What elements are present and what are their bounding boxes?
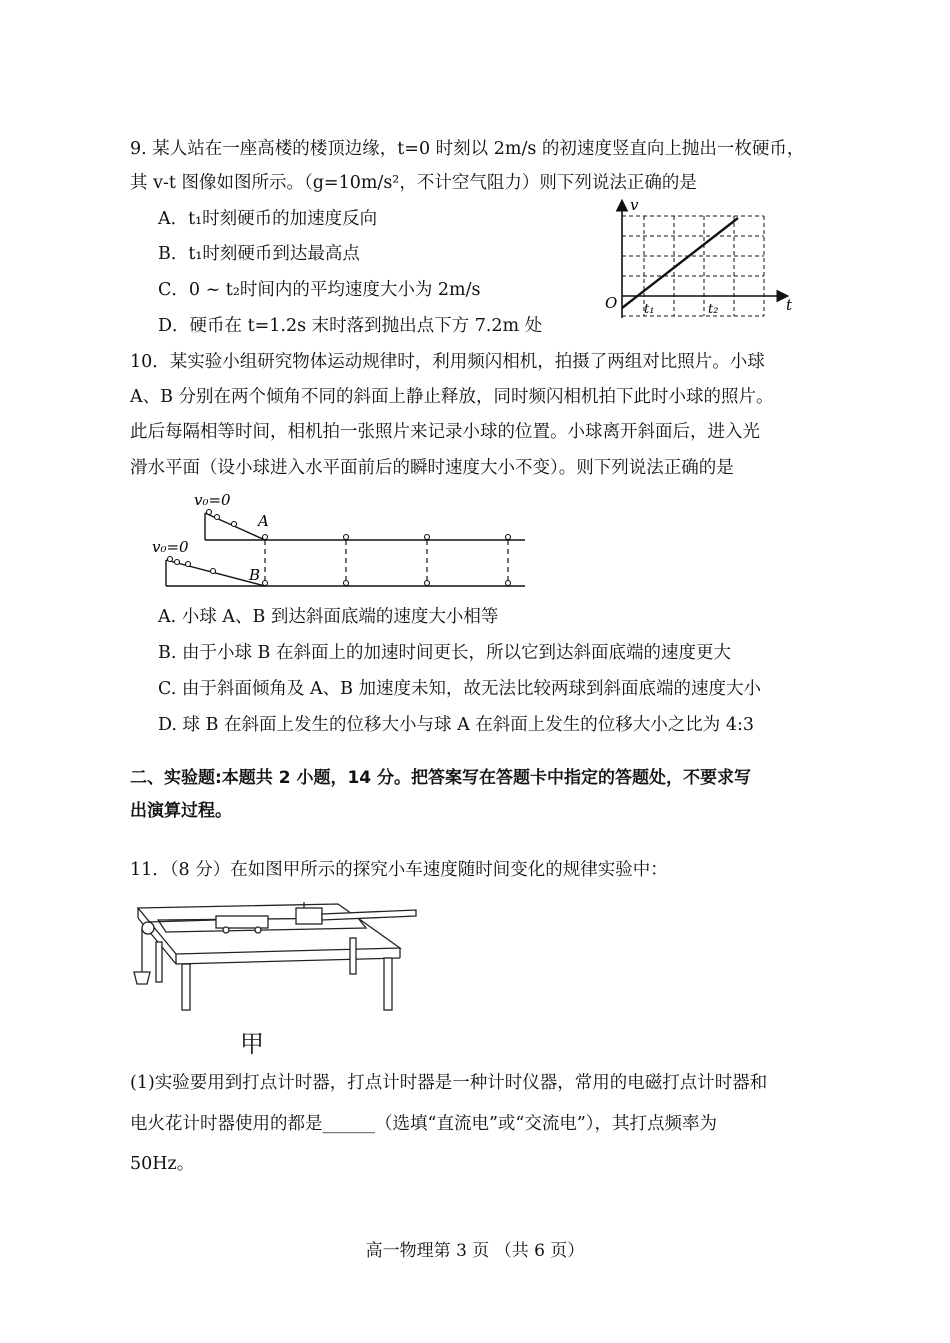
ball-b-label: B	[249, 566, 261, 584]
ball-b-pos-2	[186, 562, 191, 567]
ball-b-pos-7	[506, 581, 511, 586]
section2-heading-line1: 二、实验题:本题共 2 小题，14 分。把答案写在答题卡中指定的答题处，不要求写	[130, 768, 752, 788]
ball-a-pos-3	[263, 535, 268, 540]
pulley	[142, 922, 154, 934]
incline-b-v0-label: v₀=0	[152, 538, 189, 556]
ball-a-pos-0	[207, 510, 212, 515]
ball-a-pos-1	[215, 515, 220, 520]
ball-b-pos-5	[344, 581, 349, 586]
ball-b-pos-1	[175, 560, 180, 565]
table-leg-back-right	[350, 938, 356, 974]
q9-option-d: D．硬币在 t=1.2s 末时落到抛出点下方 7.2m 处	[158, 316, 543, 336]
vt-graph-ylabel: v	[630, 196, 639, 214]
incline-figure	[150, 488, 535, 592]
q10-option-a: A. 小球 A、B 到达斜面底端的速度大小相等	[158, 607, 499, 627]
vt-graph	[596, 196, 806, 320]
q9-option-c: C．0 ~ t₂时间内的平均速度大小为 2m/s	[158, 280, 481, 300]
cart	[216, 916, 268, 928]
vt-graph-t2: t₂	[708, 302, 719, 317]
q10-option-b: B. 由于小球 B 在斜面上的加速时间更长，所以它到达斜面底端的速度更大	[158, 643, 731, 663]
vt-graph-grid	[622, 216, 764, 316]
table-leg-front-right	[384, 958, 392, 1010]
ball-a-pos-2	[232, 522, 237, 527]
q10-text-line4: 滑水平面（设小球进入水平面前后的瞬时速度大小不变）。则下列说法正确的是	[130, 458, 734, 478]
table-leg-back-left	[156, 942, 162, 982]
q9-option-a: A．t₁时刻硬币的加速度反向	[158, 209, 378, 229]
ball-a-label: A	[258, 512, 269, 530]
q10-option-d: D. 球 B 在斜面上发生的位移大小与球 A 在斜面上发生的位移大小之比为 4:3	[158, 715, 755, 735]
figure-caption-jia: 甲	[240, 1030, 264, 1058]
ball-b-pos-6	[425, 581, 430, 586]
ball-b-pos-0	[168, 557, 173, 562]
ball-b-pos-4	[263, 581, 268, 586]
q11-part1-line2: 电火花计时器使用的都是______（选填“直流电”或“交流电”），其打点频率为	[130, 1114, 718, 1134]
vt-graph-xlabel: t	[786, 296, 793, 314]
q11-part1-line1: (1)实验要用到打点计时器，打点计时器是一种计时仪器，常用的电磁打点计时器和	[130, 1073, 768, 1093]
table-leg-front-left	[182, 964, 190, 1010]
ball-a-pos-5	[425, 535, 430, 540]
q10-text-line2: A、B 分别在两个倾角不同的斜面上静止释放，同时频闪相机拍下此时小球的照片。	[130, 387, 774, 407]
q10-text-line3: 此后每隔相等时间，相机拍一张照片来记录小球的位置。小球离开斜面后，进入光	[130, 422, 760, 442]
ball-a-pos-4	[344, 535, 349, 540]
cart-wheel-1	[223, 927, 229, 933]
experiment-figure	[128, 898, 418, 1018]
q10-text-line1: 10．某实验小组研究物体运动规律时，利用频闪相机，拍摄了两组对比照片。小球	[130, 352, 765, 372]
q9-text-line2: 其 v-t 图像如图所示。（g=10m/s²，不计空气阻力）则下列说法正确的是	[130, 173, 697, 193]
cart-wheel-2	[255, 927, 261, 933]
q11-intro: 11．（8 分）在如图甲所示的探究小车速度随时间变化的规律实验中：	[130, 860, 668, 880]
q9-option-b: B．t₁时刻硬币到达最高点	[158, 244, 360, 264]
page-footer: 高一物理第 3 页 （共 6 页）	[365, 1241, 585, 1261]
q10-option-c: C. 由于斜面倾角及 A、B 加速度未知，故无法比较两球到斜面底端的速度大小	[158, 679, 762, 699]
q9-text-line1: 9. 某人站在一座高楼的楼顶边缘，t=0 时刻以 2m/s 的初速度竖直向上抛出一枚硬币，	[130, 139, 805, 159]
q11-part1-line3: 50Hz。	[130, 1154, 195, 1174]
hanging-weight	[134, 972, 150, 984]
vt-graph-t1: t₁	[644, 302, 655, 317]
section2-heading-line2: 出演算过程。	[130, 801, 232, 821]
vt-graph-line	[622, 218, 738, 308]
timer	[296, 908, 322, 924]
vt-graph-origin: O	[605, 294, 618, 312]
incline-a-v0-label: v₀=0	[194, 491, 231, 509]
ball-a-pos-6	[506, 535, 511, 540]
ball-b-pos-3	[211, 569, 216, 574]
